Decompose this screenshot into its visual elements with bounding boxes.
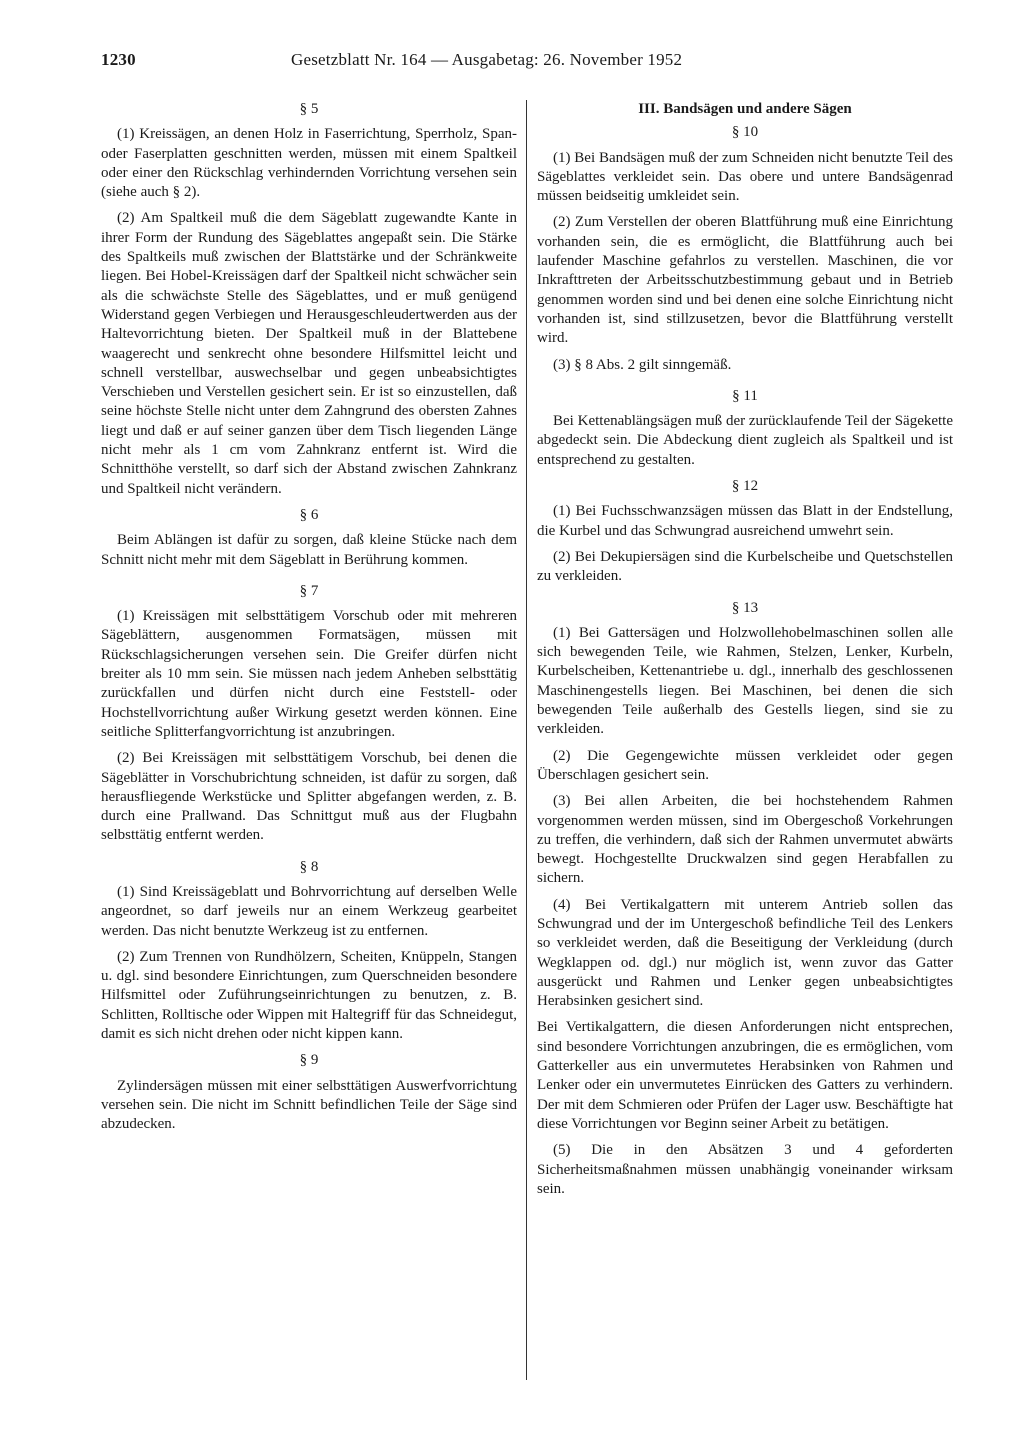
section-title: § 9 [299,1052,319,1069]
paragraph: (1) Bei Fuchsschwanzsägen müssen das Blatt in der Endstellung, die Kurbel und das Schwungrad ausreichend umwehrt sein. [537,503,953,539]
paragraph: (1) Kreissägen, an denen Holz in Faserrichtung, Sperrholz, Span- oder Faserplatten geschnitten werden, müssen mit einem Spaltkeil oder einer den Rückschlag verhindernden Vorrichtung versehen sein (siehe auch § 2). [101,126,517,201]
paragraph: (2) Die Gegengewichte müssen verkleidet oder gegen Überschlagen gesichert sein. [537,747,953,783]
section-title: § 10 [731,124,759,141]
section-title: § 13 [731,599,759,616]
paragraph: (1) Bei Gattersägen und Holzwollehobelmaschinen sollen alle sich bewegenden Teile, wie Rahmen, Stelzen, Lenker, Kurbeln, Kurbelscheiben, Kettenantriebe u. dgl., innerhalb des geschlossenen Maschinengestells liegen. Bei Maschinen, bei denen die sich bewegenden Teile außerhalb des Gestells liegen, sind sie zu verkleiden. [537,624,953,738]
paragraph: Bei Kettenablängsägen muß der zurücklaufende Teil der Sägekette abgedeckt sein. Die Abdeckung dient zugleich als Spaltkeil und ist entsprechend zu gestalten. [537,413,953,468]
paragraph: (3) § 8 Abs. 2 gilt sinngemäß. [553,356,732,373]
paragraph: (2) Zum Trennen von Rundhölzern, Scheiten, Knüppeln, Stangen u. dgl. sind besondere Einrichtungen, zum Querschneiden besondere Hilfsmittel oder Zuführungseinrichtungen zu benutzen, z. B. Schlitten, Rolltische oder Wippen mit Haltegriff für das Schneidegut, damit es sich nicht drehen oder nicht kippen kann. [101,948,517,1043]
section-title: § 5 [299,101,319,117]
section-title: § 12 [731,478,759,495]
paragraph: Bei Vertikalgattern, die diesen Anforderungen nicht entsprechen, sind besondere Vorrichtungen anzubringen, die es ermöglichen, vom Gatterkeller aus ein unvermutetes Herabsinken von Rahmen und Lenker oder ein unvermutetes Einrücken des Gatters zu verhindern. Der mit dem Schmieren oder Prüfen der Lager usw. Beschäftigte hat diese Vorrichtungen vor Beginn seiner Arbeit zu betätigen. [537,1019,953,1132]
chapter-heading: III. Bandsägen und andere Sägen [638,101,852,117]
paragraph: (1) Sind Kreissägeblatt und Bohrvorrichtung auf derselben Welle angeordnet, so darf jeweils nur an einem Werkzeug gearbeitet werden. Das nicht benutzte Werkzeug ist zu entfernen. [101,883,517,939]
paragraph: (2) Bei Kreissägen mit selbsttätigem Vorschub, bei denen die Sägeblätter in Vorschubrichtung schneiden, ist dafür zu sorgen, daß herausfliegende Werkstücke und Splitter abgefangen werden, z. B. durch eine Prallwand. Das Schnittgut muß aus der Flugbahn selbsttätig entfernt werden. [101,750,517,844]
paragraph: (5) Die in den Absätzen 3 und 4 geforderten Sicherheitsmaßnahmen müssen unabhängig voneinander wirksam sein. [537,1142,953,1197]
left-column [101,100,517,1142]
page-header [101,50,963,76]
paragraph: (2) Am Spaltkeil muß die dem Sägeblatt zugewandte Kante in ihrer Form der Rundung des Sägeblattes angepaßt sein. Die Stärke des Spaltkeils muß zwischen der Blattstärke und der Schränkweite liegen. Bei Hobel-Kreissägen darf der Spaltkeil nicht schwächer sein als die schwächste Stelle des Sägeblattes, und er muß genügend Widerstand gegen Verbiegen und Herausgeschleudertwerden aus der Haltevorrichtung bieten. Der Spaltkeil muß in der Blattebene waagerecht und senkrecht ohne besondere Hilfsmittel leicht und schnell verstellbar, auswechselbar und gegen unbeabsichtigtes Verschieben und Verstellen gesichert sein. Er ist so einzustellen, daß seine höchste Stelle nicht unter dem Zahngrund des obersten Zahnes liegt und daß er auf seiner ganzen über dem Tisch liegenden Länge nicht mehr als 1 cm vom Zahnkranz entfernt ist. Wird die Schnitthöhe verstellt, so darf sich der Abstand zwischen Zahnkranz und Spaltkeil nicht verändern. [101,210,517,497]
section-title: § 7 [299,582,319,599]
paragraph: (3) Bei allen Arbeiten, die bei hochstehendem Rahmen vorgenommen werden müssen, sind im Obergeschoß Vorkehrungen zu treffen, die verhindern, daß sich der Rahmen unvermutet abwärts bewegt. Hochgestellte Druckwalzen sind gegen Herabfallen zu sichern. [537,793,953,887]
section-title: § 11 [732,387,758,404]
paragraph: (4) Bei Vertikalgattern mit unterem Antrieb sollen das Schwungrad und der im Untergeschoß befindliche Teil des Lenkers so verkleidet werden, daß die Beseitigung der Verkleidung (durch Wegklappen od. dgl.) nur möglich ist, wenn zuvor das Gatter ausgerückt und Rahmen und Lenker gegen unbeabsichtigtes Herabsinken gesichert sind. [537,896,953,1010]
header-title: Gesetzblatt Nr. 164 — Ausgabetag: 26. November 1952 [291,50,683,69]
paragraph: Zylindersägen müssen mit einer selbsttätigen Auswerfvorrichtung versehen sein. Die nicht im Schnitt befindlichen Teile der Säge sind abzudecken. [101,1077,517,1133]
paragraph: (1) Kreissägen mit selbsttätigem Vorschub oder mit mehreren Sägeblättern, ausgenommen Formatsägen, müssen mit Rückschlagsicherungen versehen sein. Die Greifer dürfen nicht breiter als 10 mm sein. Sie müssen nach jedem Anheben selbsttätig zurückfallen und dürfen nicht durch eine Feststell- oder Hochstellvorrichtung außer Wirkung gesetzt werden können. Eine seitliche Splitterfangvorrichtung ist anzubringen. [101,608,517,740]
paragraph: (2) Bei Dekupiersägen sind die Kurbelscheibe und Quetschstellen zu verkleiden. [537,548,953,585]
paragraph: (1) Bei Bandsägen muß der zum Schneiden nicht benutzte Teil des Sägeblattes verkleidet sein. Das obere und untere Bandsägenrad müssen beidseitig umkleidet sein. [537,149,953,205]
section-title: § 6 [299,506,319,523]
section-title: § 8 [299,858,319,875]
right-column [537,100,953,1206]
page-number: 1230 [101,50,136,69]
column-divider [526,100,527,1380]
paragraph: (2) Zum Verstellen der oberen Blattführung muß eine Einrichtung vorhanden sein, die es ermöglicht, die Blattführung auch bei laufender Maschine gefahrlos zu verstellen. Maschinen, die vor Inkrafttreten der Arbeitsschutzbestimmung gebaut und in Betrieb genommen worden sind und bei denen eine solche Einrichtung nicht vorhanden ist, sind stillzusetzen, bevor die Blattführung verstellt wird. [537,214,953,347]
paragraph: Beim Ablängen ist dafür zu sorgen, daß kleine Stücke nach dem Schnitt nicht mehr mit dem Sägeblatt in Berührung kommen. [101,532,517,568]
